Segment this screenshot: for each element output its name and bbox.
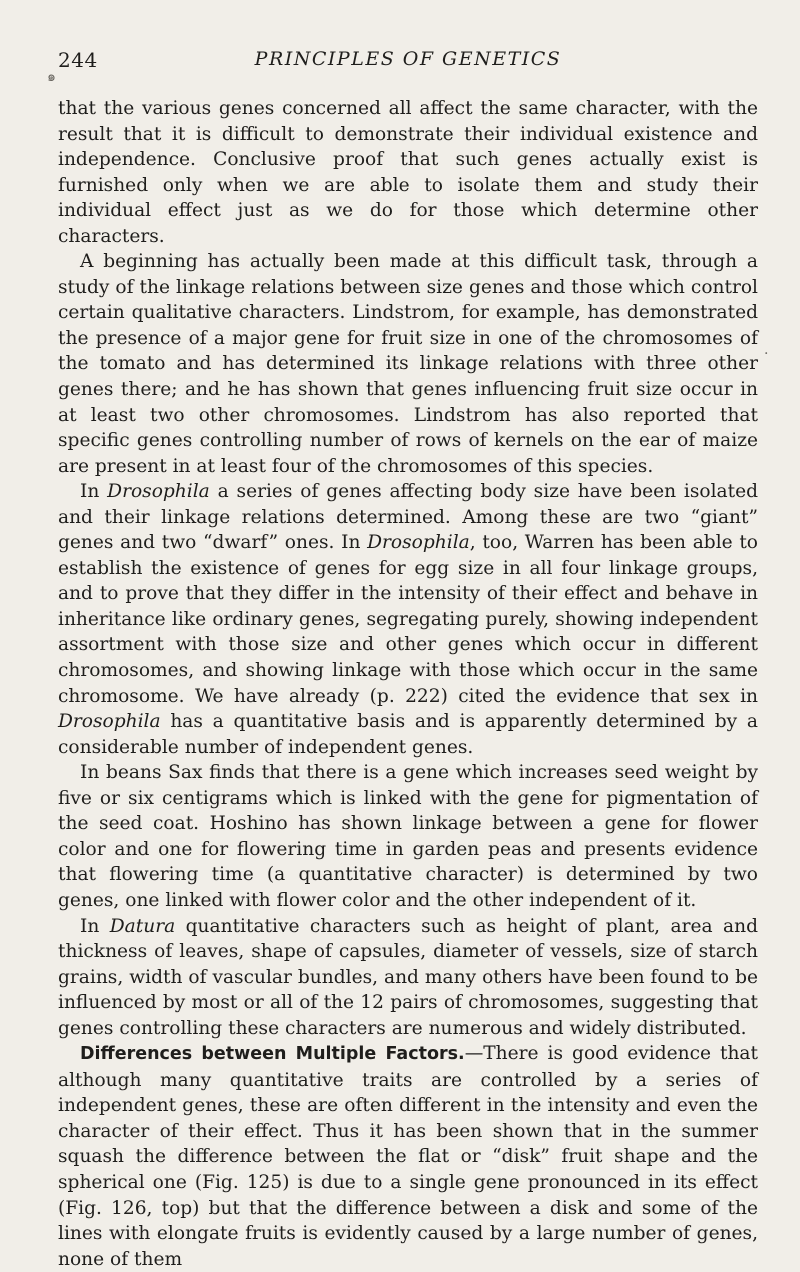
body-text: [58, 96, 758, 1272]
paragraph-text: In: [80, 915, 110, 937]
paragraph-text: that the various genes concerned all affect the same character, with the result that it is difficult to demonstrate their individual existence and independence. Conclusive proof that such genes actually exist is furnished only when we are able to isolate them and study their individual effect just as we do for those which determine other characters.: [58, 98, 758, 247]
paragraph-text: has a quantitative basis and is apparently determined by a considerable number of independent genes.: [58, 711, 758, 758]
paragraph-3: [58, 479, 758, 760]
paragraph-text: In: [80, 481, 108, 503]
section-heading: Differences between Multiple Factors.: [80, 1044, 465, 1065]
paragraph-text: —There is good evidence that although many quantitative traits are controlled by a series of independent genes, these are often different in the intensity and even the character of their effect. Thus it has been shown that in the summer squash the difference between the flat or “disk” fruit shape and the spherical one (Fig. 125) is due to a single gene pronounced in its effect (Fig. 126, top) but that the difference between a disk and some of the lines with elongate fruits is evidently caused by a large number of genes, none of them: [58, 1043, 758, 1270]
species-name-datura: Datura: [109, 915, 176, 937]
paragraph-1: [58, 96, 758, 249]
paragraph-text: a series of genes affecting body size have been isolated and their linkage relations determined. Among these are two “giant” genes and two “dwarf” ones. In: [58, 481, 759, 554]
paragraph-6: [58, 1041, 758, 1272]
margin-mark-top-left: ๑: [47, 69, 56, 85]
paragraph-4: [58, 760, 758, 913]
running-title: PRINCIPLES OF GENETICS: [254, 48, 562, 70]
page-header: [58, 48, 758, 78]
paragraph-text: A beginning has actually been made at this difficult task, through a study of the linkage relations between size genes and those which control certain qualitative characters. Lindstrom, for example, has demonstrated the presence of a major gene for fruit size in one of the chromosomes of the tomato and has determined its linkage relations with three other genes there; and he has shown that genes influencing fruit size occur in at least two other chromosomes. Lindstrom has also reported that specific genes controlling number of rows of kernels on the ear of maize are present in at least four of the chromosomes of this species.: [58, 251, 758, 477]
page-number: 244: [58, 48, 98, 72]
paragraph-text: quantitative characters such as height of plant, area and thickness of leaves, shape of capsules, diameter of vessels, size of starch grains, width of vascular bundles, and many others have been found to be influenced by most or all of the 12 pairs of chromosomes, suggesting that genes controlling these characters are numerous and widely distributed.: [58, 915, 758, 1039]
species-name-drosophila: Drosophila: [107, 481, 210, 503]
paragraph-2: [58, 249, 758, 479]
margin-mark-right: .: [764, 342, 769, 358]
paragraph-text: In beans Sax finds that there is a gene which increases seed weight by five or six centigrams which is linked with the gene for pigmentation of the seed coat. Hoshino has shown linkage between a gene for flower color and one for flowering time in garden peas and presents evidence that flowering time (a quantitative character) is determined by two genes, one linked with flower color and the other independent of it.: [58, 762, 758, 911]
paragraph-5: [58, 914, 758, 1042]
species-name-drosophila: Drosophila: [367, 532, 470, 554]
species-name-drosophila: Drosophila: [58, 711, 161, 733]
paragraph-text: , too, Warren has been able to establish the existence of genes for egg size in all four linkage groups, and to prove that they differ in the intensity of their effect and behave in inheritance like ordinary genes, segregating purely, showing independent assortment with those size and other genes which occur in different chromosomes, and showing linkage with those which occur in the same chromosome. We have already (p. 222) cited the evidence that sex in: [58, 532, 759, 707]
